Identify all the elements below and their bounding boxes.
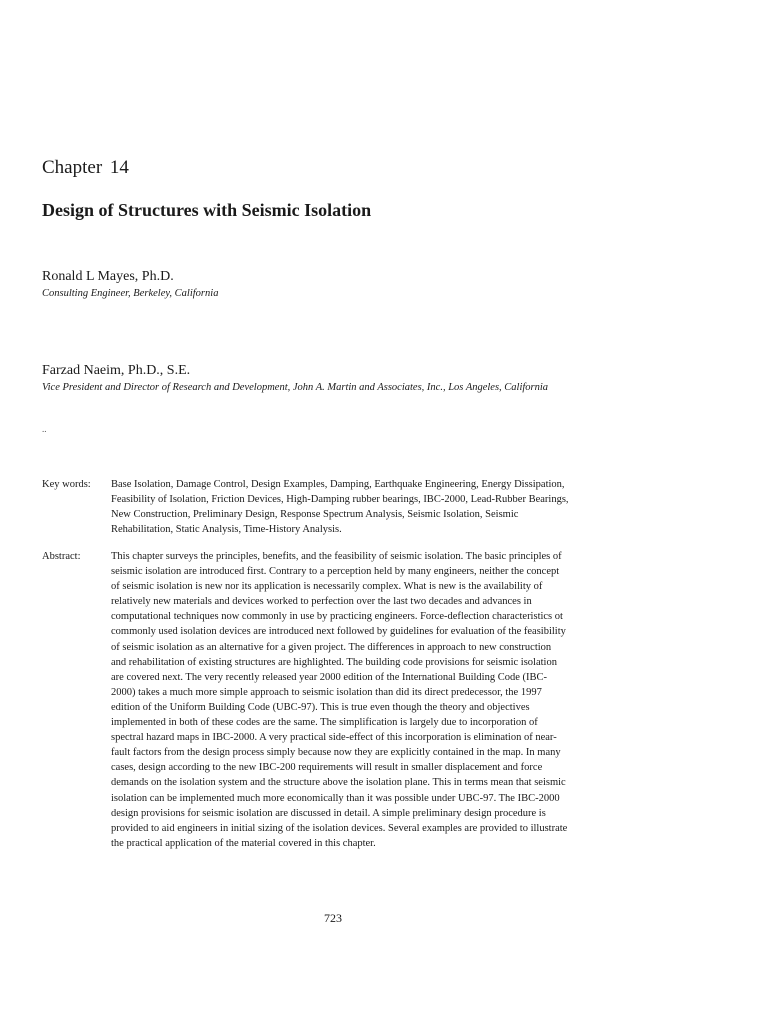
keywords-text [111,477,606,537]
abstract-line: spectral hazard maps in IBC-2000. A very practical side-effect of this incorporation is elimination of near- [111,732,557,744]
keywords-line: Feasibility of Isolation, Friction Devices, High-Damping rubber bearings, IBC-2000, Lead-Rubber Bearings, [111,494,569,506]
abstract-line: isolation can be implemented much more economically than it was possible under UBC-97. The IBC-2000 [111,792,560,804]
abstract-label: Abstract: [42,551,81,562]
abstract-line: edition of the Uniform Building Code (UBC-97). This is true even though the theory and objectives [111,701,530,713]
keywords-label: Key words: [42,479,91,490]
abstract-line: demands on the isolation system and the structure above the isolation plane. This in terms mean that seismic [111,777,566,789]
author-affiliation: Consulting Engineer, Berkeley, California [42,288,219,299]
abstract-line: provided to aid engineers in initial sizing of the isolation devices. Several examples are provided to illustrate [111,822,568,834]
abstract-line: computational techniques now commonly in use by practicing engineers. Force-deflection characteristics ot [111,611,563,623]
abstract-line: of seismic isolation is new nor its application is necessarily complex. What is new is the availability of [111,581,543,593]
chapter-title: Design of Structures with Seismic Isolation [42,200,372,220]
keywords-line: Base Isolation, Damage Control, Design Examples, Damping, Earthquake Engineering, Energy Dissipation, [111,479,565,490]
author-name: Farzad Naeim, Ph.D., S.E. [42,363,191,378]
abstract-line: relatively new materials and devices worked to perfection over the last two decades and advances in [111,596,532,608]
abstract-line: fault factors from the design process simply because now they are explicitly contained in the map. In many [111,747,561,759]
abstract-line: seismic isolation are introduced first. Contrary to a perception held by many engineers, neither the concept [111,566,560,578]
abstract-line: commonly used isolation devices are introduced next followed by guidelines for evaluation of the feasibility [111,626,566,638]
page-number: 723 [324,911,342,925]
keywords-line: New Construction, Preliminary Design, Response Spectrum Analysis, Seismic Isolation, Seismic [111,509,519,521]
author-affiliation: Vice President and Director of Research and Development, John A. Martin and Associates, Inc., Los Angeles, California [42,382,549,393]
chapter-label: Chapter 14 [42,157,129,178]
abstract-line: implemented in both of these codes are the same. The simplification is largely due to incorporation of [111,717,538,729]
abstract-line: of seismic isolation as an alternative for a given project. The differences in approach to new construction [111,641,552,653]
abstract-line: This chapter surveys the principles, benefits, and the feasibility of seismic isolation. The basic principles of [111,551,562,562]
abstract-line: are covered next. The very recently released year 2000 edition of the International Building Code (IBC- [111,671,547,683]
keywords-line: Rehabilitation, Static Analysis, Time-History Analysis. [111,524,342,536]
stray-mark: .. [42,424,47,434]
abstract-line: the practical application of the material covered in this chapter. [111,837,376,849]
abstract-line: cases, design according to the new IBC-200 requirements will result in smaller displacement and force [111,762,543,774]
abstract-line: and rehabilitation of existing structures are highlighted. The building code provisions for seismic isolation [111,656,557,668]
author-name: Ronald L Mayes, Ph.D. [42,269,174,284]
abstract-line: design provisions for seismic isolation are discussed in detail. A simple preliminary design procedure is [111,807,546,819]
abstract-text [111,549,606,851]
abstract-line: 2000) takes a much more simple approach to seismic isolation than did its direct predecessor, the 1997 [111,686,542,698]
